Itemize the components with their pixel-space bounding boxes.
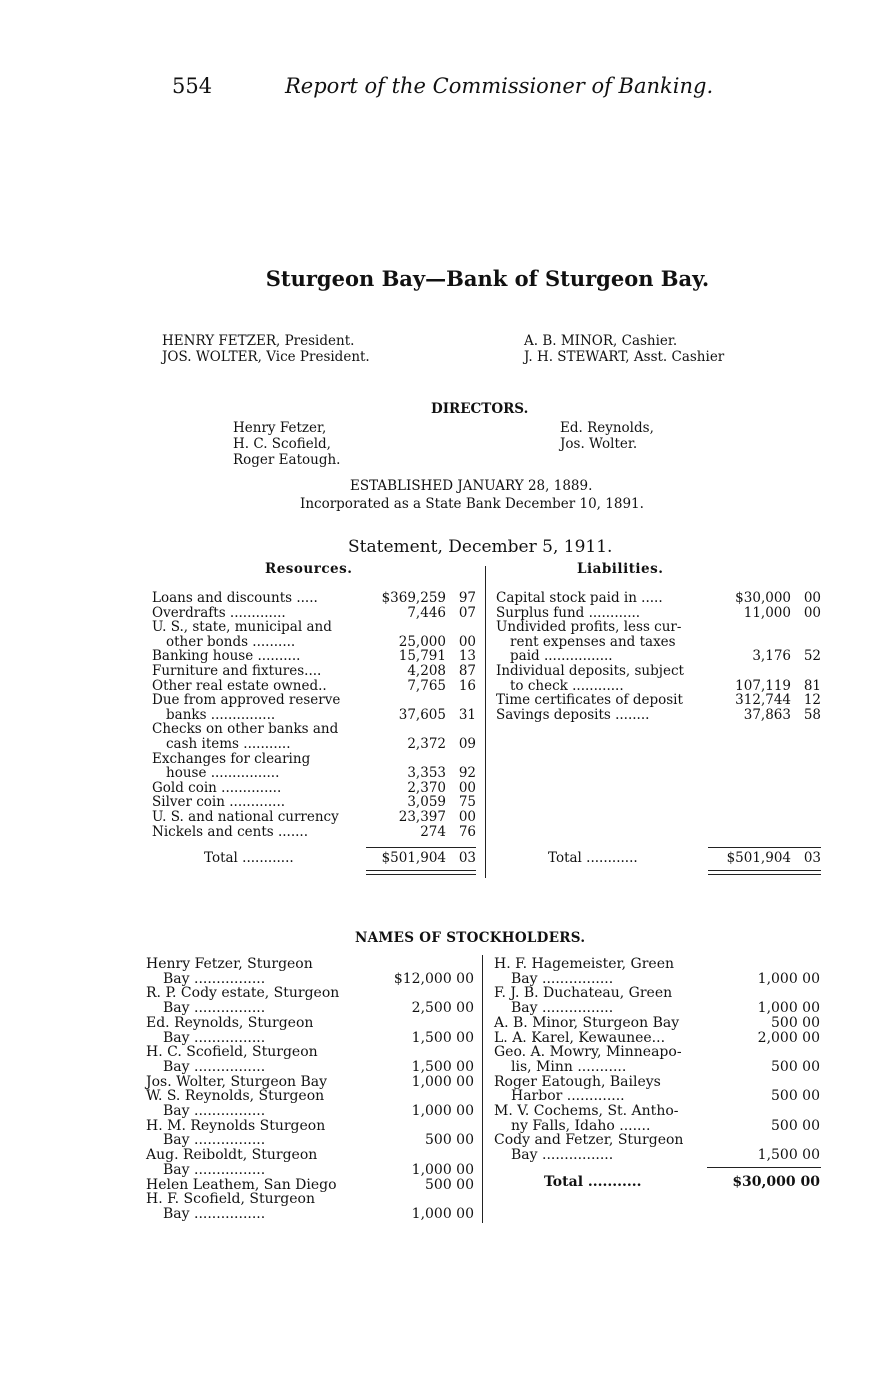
stockholder-name-line: Bay ................ [163,1000,266,1017]
resources-row-dollars: 7,765 [407,677,446,694]
liabilities-row-dollars: $30,000 [735,590,791,606]
stockholder-amount: 500 00 [425,1176,474,1193]
stockholder-name-line: Bay ................ [163,1161,266,1178]
stockholder-name-line: lis, Minn ........... [511,1058,627,1075]
stockholders-total-label: Total ........... [544,1174,642,1190]
stockholder-name-line: Aug. Reiboldt, Sturgeon [146,1147,318,1164]
stockholders-right [494,957,820,1163]
resources-row [152,722,476,751]
stockholders-total-rule [707,1167,821,1168]
liabilities-row-cents: 12 [803,692,821,709]
stockholder-name-line: M. V. Cochems, St. Antho- [494,1103,679,1120]
stockholder-entry [494,1031,820,1046]
resources-row-dollars: 23,397 [398,808,446,825]
stockholder-name-line: W. S. Reynolds, Sturgeon [146,1088,325,1105]
stockholder-amount: 1,500 00 [757,1147,820,1164]
liabilities-total-rule [708,874,821,875]
resources-row-dollars: 2,370 [407,779,446,796]
liabilities-row-cents: 81 [803,677,821,694]
resources-row [152,795,476,810]
stockholder-name-line: R. P. Cody estate, Sturgeon [146,985,340,1002]
liabilities-total-dollars: $501,904 [726,850,791,866]
directors-left [233,420,340,468]
stockholder-name-line: Geo. A. Mowry, Minneapo- [494,1044,682,1061]
liabilities-row-dollars: 107,119 [735,677,791,694]
stockholder-entry [146,1016,474,1045]
liabilities-table [496,591,821,722]
resources-row [152,810,476,825]
resources-row-dollars: 3,353 [407,765,446,782]
resources-row [152,591,476,606]
resources-row [152,679,476,694]
stockholder-amount: 1,500 00 [411,1029,474,1046]
officers-right [524,333,724,365]
resources-row-cents: 76 [458,823,476,840]
stockholder-entry [146,1192,474,1221]
stockholder-name-line: ny Falls, Idaho ....... [511,1117,651,1134]
resources-row-label: Checks on other banks and [152,721,339,738]
resources-row-label: Banking house .......... [152,648,301,665]
stockholder-amount: 500 00 [771,1117,820,1134]
resources-row-dollars: 274 [420,823,446,840]
stockholder-entry [494,986,820,1015]
stockholder-entry [494,1045,820,1074]
stockholder-amount: 500 00 [771,1014,820,1031]
resources-total-label: Total ............ [204,850,294,866]
stockholder-name-line: Roger Eatough, Baileys [494,1073,661,1090]
stockholder-entry [146,1045,474,1074]
liabilities-total-rule [708,870,821,871]
stockholder-name-line: Helen Leathem, San Diego [146,1176,337,1193]
stockholder-name-line: F. J. B. Duchateau, Green [494,985,673,1002]
stockholder-entry [146,986,474,1015]
resources-row-cents: 13 [458,648,476,665]
stockholder-name-line: L. A. Karel, Kewaunee... [494,1029,666,1046]
director: Roger Eatough. [233,452,341,468]
liabilities-row-dollars: 312,744 [735,692,791,709]
stockholder-amount: 1,500 00 [411,1058,474,1075]
liabilities-row-dollars: 3,176 [752,648,791,665]
officer: J. H. STEWART, Asst. Cashier [524,349,725,365]
resources-row [152,664,476,679]
stockholders-heading: NAMES OF STOCKHOLDERS. [355,930,586,946]
resources-row-cents: 87 [458,662,476,679]
stockholder-name-line: Henry Fetzer, Sturgeon [146,956,313,972]
liabilities-heading: Liabilities. [577,561,664,577]
column-divider [485,566,486,878]
officer: A. B. MINOR, Cashier. [524,333,678,349]
stockholder-entry [146,1075,474,1090]
bank-title: Sturgeon Bay—Bank of Sturgeon Bay. [265,266,710,291]
resources-row-cents: 09 [458,735,476,752]
resources-row [152,752,476,781]
stockholder-name-line: Bay ................ [163,1132,266,1149]
resources-row-label: other bonds .......... [166,633,296,650]
resources-row-dollars: 3,059 [407,794,446,811]
directors-right [560,420,654,452]
resources-row-label: Furniture and fixtures.... [152,662,322,679]
officer: JOS. WOLTER, Vice President. [162,349,370,365]
stockholder-name-line: Bay ................ [163,970,266,987]
resources-row [152,781,476,796]
liabilities-row-label: paid ................ [510,648,613,665]
resources-subtotal-rule [366,847,476,848]
stockholder-name-line: H. M. Reynolds Sturgeon [146,1117,326,1134]
established-line: ESTABLISHED JANUARY 28, 1889. [350,478,593,494]
stockholder-name-line: Bay ................ [511,1147,614,1164]
resources-row [152,825,476,840]
liabilities-row-dollars: 37,863 [743,706,791,723]
stockholder-name-line: H. F. Hagemeister, Green [494,956,674,972]
resources-row-cents: 75 [458,794,476,811]
stockholder-entry [146,957,474,986]
stockholder-entry [494,957,820,986]
resources-row-cents: 97 [458,590,476,606]
stockholder-amount: 1,000 00 [411,1073,474,1090]
stockholder-amount: 500 00 [771,1058,820,1075]
liabilities-row-cents: 00 [803,590,821,606]
stockholder-amount: 1,000 00 [757,970,820,987]
stockholder-name-line: Bay ................ [511,970,614,987]
resources-total-rule [366,870,476,871]
resources-row-label: U. S., state, municipal and [152,619,332,636]
director: Jos. Wolter. [560,436,638,452]
stockholder-amount: 1,000 00 [411,1205,474,1222]
resources-row-dollars: 25,000 [398,633,446,650]
resources-row-label: Due from approved reserve [152,692,341,709]
stockholder-name-line: A. B. Minor, Sturgeon Bay [494,1014,680,1031]
resources-row-dollars: $369,259 [381,590,446,606]
director: Henry Fetzer, [233,420,327,436]
liabilities-row [496,620,821,664]
stockholder-name-line: Cody and Fetzer, Sturgeon [494,1132,684,1149]
resources-row-cents: 00 [458,808,476,825]
resources-row-dollars: 4,208 [407,662,446,679]
resources-row [152,606,476,621]
stockholder-amount: 2,000 00 [757,1029,820,1046]
stockholder-name-line: H. F. Scofield, Sturgeon [146,1191,315,1208]
stockholder-amount: 500 00 [425,1132,474,1149]
resources-table [152,591,476,839]
liabilities-row [496,606,821,621]
stockholder-name-line: Bay ................ [163,1029,266,1046]
resources-row [152,693,476,722]
resources-row-cents: 16 [458,677,476,694]
liabilities-row-label: Capital stock paid in ..... [496,590,663,606]
liabilities-row [496,591,821,606]
resources-row-label: Silver coin ............. [152,794,286,811]
liabilities-row-cents: 58 [803,706,821,723]
liabilities-row-label: Savings deposits ........ [496,706,650,723]
resources-row-dollars: 7,446 [407,604,446,621]
resources-row-label: Overdrafts ............. [152,604,286,621]
stockholder-name-line: Bay ................ [163,1058,266,1075]
resources-row-label: Nickels and cents ....... [152,823,309,840]
liabilities-row-cents: 00 [803,604,821,621]
liabilities-row [496,664,821,693]
resources-row-label: cash items ........... [166,735,291,752]
resources-row-dollars: 37,605 [398,706,446,723]
liabilities-row-label: to check ............ [510,677,624,694]
stockholder-entry [146,1148,474,1177]
liabilities-row-dollars: 11,000 [743,604,791,621]
resources-total-cents: 03 [458,850,476,866]
stockholder-entry [494,1016,820,1031]
directors-heading: DIRECTORS. [431,401,529,417]
stockholder-entry [146,1089,474,1118]
resources-row-label: banks ............... [166,706,276,723]
resources-total-rule [366,874,476,875]
resources-row-dollars: 2,372 [407,735,446,752]
stockholder-amount: 2,500 00 [411,1000,474,1017]
liabilities-row [496,708,821,723]
stockholder-name-line: Harbor ............. [511,1088,625,1105]
liabilities-row-label: Individual deposits, subject [496,662,684,679]
resources-row-label: Exchanges for clearing [152,750,311,767]
officer: HENRY FETZER, President. [162,333,355,349]
liabilities-row-label: rent expenses and taxes [510,633,676,650]
resources-row-cents: 00 [458,779,476,796]
stockholder-amount: 500 00 [771,1088,820,1105]
stockholders-total-amount: $30,000 00 [732,1174,820,1190]
stockholder-amount: 1,000 00 [757,1000,820,1017]
liabilities-row-cents: 52 [803,648,821,665]
stockholder-entry [494,1075,820,1104]
resources-row-label: Loans and discounts ..... [152,590,318,606]
stockholder-entry [146,1178,474,1193]
stockholder-name-line: Bay ................ [511,1000,614,1017]
page-number: 554 [172,74,213,98]
statement-title: Statement, December 5, 1911. [348,537,613,557]
stockholder-amount: $12,000 00 [393,970,474,987]
stockholder-name-line: H. C. Scofield, Sturgeon [146,1044,318,1061]
resources-row-cents: 00 [458,633,476,650]
resources-total-dollars: $501,904 [381,850,446,866]
liabilities-row-label: Time certificates of deposit [496,692,683,709]
stockholder-amount: 1,000 00 [411,1103,474,1120]
resources-row-dollars: 15,791 [398,648,446,665]
running-title: Report of the Commissioner of Banking. [285,74,714,98]
liabilities-row-label: Undivided profits, less cur- [496,619,682,636]
resources-heading: Resources. [265,561,353,577]
resources-row [152,620,476,649]
liabilities-total-label: Total ............ [548,850,638,866]
resources-row-cents: 31 [458,706,476,723]
resources-row-label: house ................ [166,765,280,782]
liabilities-subtotal-rule [708,847,821,848]
stockholder-entry [494,1104,820,1133]
director: Ed. Reynolds, [560,420,654,436]
liabilities-row [496,693,821,708]
stockholder-name-line: Bay ................ [163,1205,266,1222]
officers-left [162,333,370,365]
liabilities-total-cents: 03 [803,850,821,866]
incorporated-line: Incorporated as a State Bank December 10, 1891. [300,496,644,512]
liabilities-row-label: Surplus fund ............ [496,604,641,621]
resources-row-label: Other real estate owned.. [152,677,327,694]
resources-row-cents: 07 [458,604,476,621]
resources-row-cents: 92 [458,765,476,782]
resources-row [152,649,476,664]
stockholder-entry [494,1133,820,1162]
stockholder-amount: 1,000 00 [411,1161,474,1178]
resources-row-label: Gold coin .............. [152,779,282,796]
stockholder-entry [146,1119,474,1148]
stockholders-left [146,957,474,1222]
stockholder-name-line: Ed. Reynolds, Sturgeon [146,1014,314,1031]
stockholders-divider [482,955,483,1223]
stockholder-name-line: Bay ................ [163,1103,266,1120]
resources-row-label: U. S. and national currency [152,808,339,825]
director: H. C. Scofield, [233,436,331,452]
stockholder-name-line: Jos. Wolter, Sturgeon Bay [146,1073,328,1090]
